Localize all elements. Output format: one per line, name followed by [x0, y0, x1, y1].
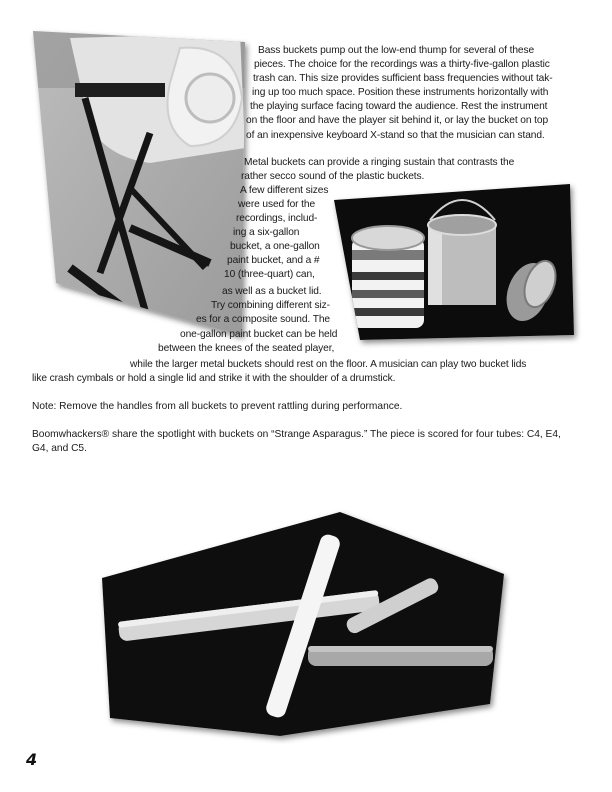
metal-line-12: es for a composite sound. The — [196, 314, 330, 325]
metal-line-2: rather secco sound of the plastic buckets. — [241, 171, 425, 182]
metal-line-7: bucket, a one-gallon — [230, 241, 320, 252]
metal-line-13: one-gallon paint bucket can be held — [180, 329, 338, 340]
boomwhackers-photo — [98, 508, 510, 740]
metal-line-11: Try combining different siz- — [211, 300, 330, 311]
metal-line-8: paint bucket, and a # — [227, 255, 320, 266]
metal-buckets-photo — [330, 180, 578, 345]
metal-line-3: A few different sizes — [240, 185, 329, 196]
metal-line-15: while the larger metal buckets should rest on the floor. A musician can play two bucket lids — [130, 359, 527, 370]
metal-line-9: 10 (three-quart) can, — [224, 269, 315, 280]
metal-line-6: ing a six-gallon — [233, 227, 300, 238]
metal-line-5: recordings, includ- — [236, 213, 318, 224]
bass-line-7: of an inexpensive keyboard X-stand so that the musician can stand. — [246, 130, 545, 141]
bass-line-3: trash can. This size provides sufficient bass frequencies without tak- — [253, 73, 553, 84]
metal-line-4: were used for the — [238, 199, 316, 210]
bass-bucket-photo — [30, 28, 252, 338]
metal-line-14: between the knees of the seated player, — [158, 343, 335, 354]
bass-line-1: Bass buckets pump out the low-end thump for several of these — [258, 45, 535, 56]
handles-note: Note: Remove the handles from all buckets to prevent rattling during performance. — [32, 401, 403, 412]
bass-line-5: the playing surface facing toward the audience. Rest the instrument — [250, 101, 548, 112]
metal-line-10: as well as a bucket lid. — [222, 286, 322, 297]
boomwhackers-paragraph: Boomwhackers® share the spotlight with buckets on “Strange Asparagus.” The piece is scored for four tubes: C4, E4, G4, and C5. — [32, 429, 561, 454]
page-number: 4 — [26, 750, 38, 769]
metal-line-1: Metal buckets can provide a ringing sustain that contrasts the — [244, 157, 515, 168]
metal-line-16: like crash cymbals or hold a single lid and strike it with the shoulder of a drumstick. — [32, 373, 396, 384]
bass-line-2: pieces. The choice for the recordings was a thirty-five-gallon plastic — [254, 59, 550, 70]
bass-line-4: ing up too much space. Position these instruments horizontally with — [252, 87, 549, 98]
bass-line-6: on the floor and have the player sit behind it, or lay the bucket on top — [246, 115, 549, 126]
